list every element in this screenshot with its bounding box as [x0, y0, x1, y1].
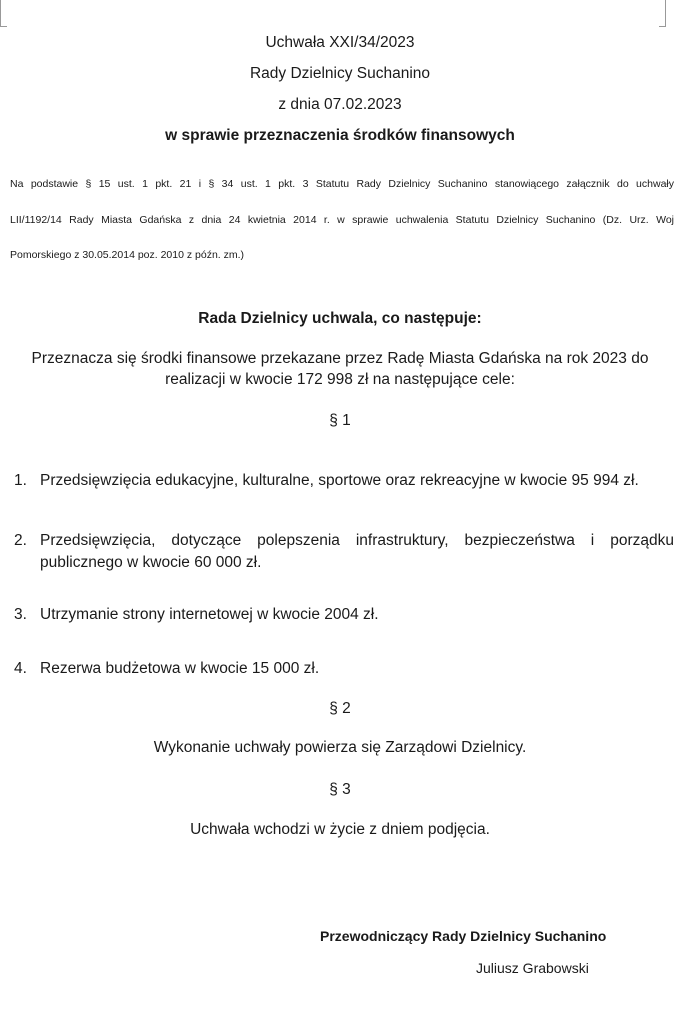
legal-basis-line-1: Na podstawie § 15 ust. 1 pkt. 21 i § 34 ust. 1 pkt. 3 Statutu Rady Dzielnicy Suchanino stanowiącego załącznik do uchwały [10, 178, 674, 190]
section-1-label: § 1 [329, 412, 351, 429]
legal-basis-line-3: Pomorskiego z 30.05.2014 poz. 2010 z późn. zm.) [10, 249, 245, 261]
list-item [14, 470, 674, 492]
crop-mark-right [659, 0, 666, 27]
resolution-date: z dnia 07.02.2023 [278, 96, 402, 113]
list-item-number: 4. [14, 660, 27, 677]
resolution-body: Rady Dzielnicy Suchanino [249, 65, 431, 82]
signatory-role: Przewodniczący Rady Dzielnicy Suchanino [320, 928, 607, 944]
list-item-text: Przedsięwzięcia, dotyczące polepszenia infrastruktury, bezpieczeństwa i porządku publicznego w kwocie 60 000 zł. [40, 532, 674, 571]
section-3-text: Uchwała wchodzi w życie z dniem podjęcia. [190, 821, 490, 838]
legal-basis-line-2: LII/1192/14 Rady Miasta Gdańska z dnia 24 kwietnia 2014 r. w sprawie uchwalenia Statutu Dzielnicy Suchanino (Dz. Urz. Woj [10, 214, 674, 226]
list-item-number: 2. [14, 532, 27, 549]
resolution-title: Uchwała XXI/34/2023 [265, 34, 415, 51]
crop-mark-left [0, 0, 7, 27]
list-item-text: Przedsięwzięcia edukacyjne, kulturalne, sportowe oraz rekreacyjne w kwocie 95 994 zł. [40, 472, 639, 489]
list-item-text: Utrzymanie strony internetowej w kwocie 2004 zł. [40, 606, 379, 623]
section-2-text: Wykonanie uchwały powierza się Zarządowi Dzielnicy. [153, 739, 527, 756]
list-item [14, 604, 674, 626]
list-item-number: 3. [14, 606, 27, 623]
section-2-label: § 2 [329, 700, 351, 717]
list-item-number: 1. [14, 472, 27, 489]
signatory-name: Juliusz Grabowski [476, 960, 589, 976]
resolution-heading: Rada Dzielnicy uchwala, co następuje: [198, 310, 482, 327]
list-item-text: Rezerwa budżetowa w kwocie 15 000 zł. [40, 660, 320, 677]
resolution-intro: Przeznacza się środki finansowe przekazane przez Radę Miasta Gdańska na rok 2023 do realizacji w kwocie 172 998 zł na następujące cele: [31, 350, 649, 388]
list-item [14, 658, 674, 680]
resolution-subject: w sprawie przeznaczenia środków finansowych [165, 127, 515, 144]
list-item [14, 530, 674, 574]
section-3-label: § 3 [329, 781, 351, 798]
